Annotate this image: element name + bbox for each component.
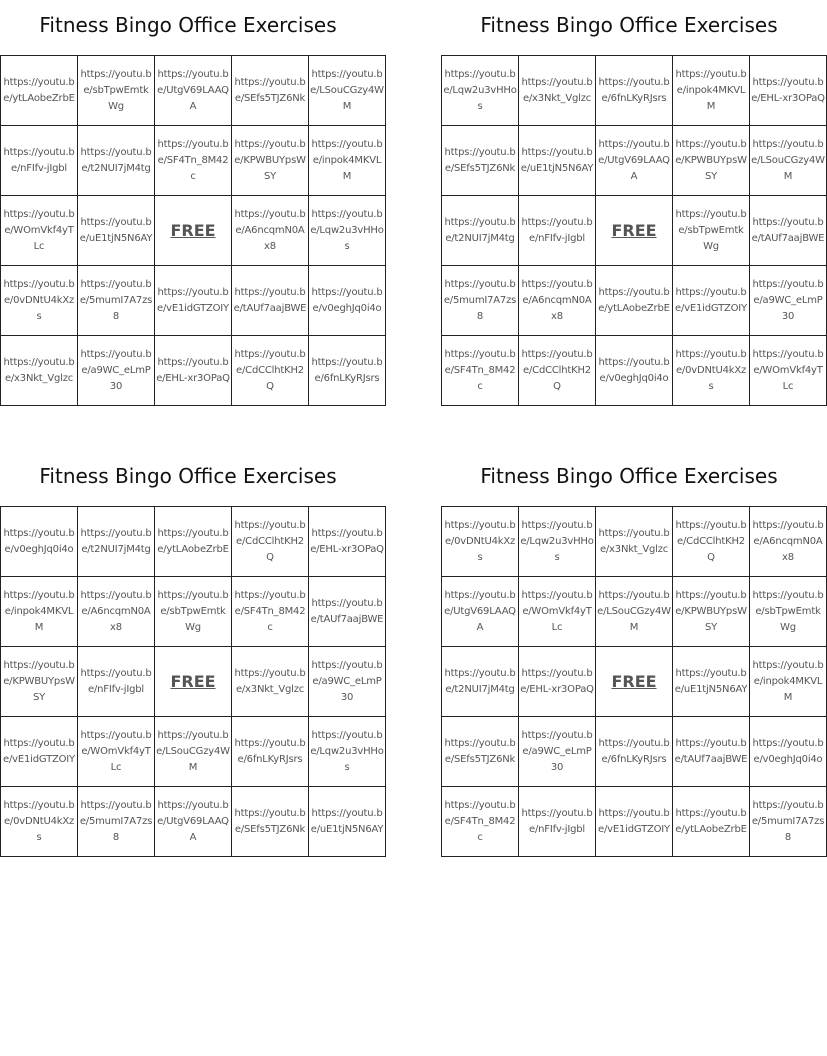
bingo-cell-link[interactable]: https://youtu.be/6fnLKyRJsrs xyxy=(309,336,386,406)
bingo-row xyxy=(1,577,386,647)
bingo-cell-link[interactable]: https://youtu.be/UtgV69LAAQA xyxy=(155,787,232,857)
bingo-row xyxy=(442,126,827,196)
bingo-cell-link[interactable]: https://youtu.be/KPWBUYpsWSY xyxy=(1,647,78,717)
bingo-cell-link[interactable]: https://youtu.be/Lqw2u3vHHos xyxy=(309,717,386,787)
bingo-card-2 xyxy=(441,13,825,406)
bingo-cell-link[interactable]: https://youtu.be/sbTpwEmtkWg xyxy=(78,56,155,126)
card-title: Fitness Bingo Office Exercises xyxy=(39,13,337,37)
bingo-cell-link[interactable]: https://youtu.be/6fnLKyRJsrs xyxy=(596,717,673,787)
bingo-cell-link[interactable]: https://youtu.be/uE1tjN5N6AY xyxy=(673,647,750,717)
bingo-cell-link[interactable]: https://youtu.be/x3Nkt_Vglzc xyxy=(519,56,596,126)
free-space: FREE xyxy=(155,196,232,266)
card-title: Fitness Bingo Office Exercises xyxy=(480,464,778,488)
bingo-cell-link[interactable]: https://youtu.be/tAUf7aajBWE xyxy=(750,196,827,266)
bingo-row xyxy=(442,336,827,406)
card-title: Fitness Bingo Office Exercises xyxy=(39,464,337,488)
bingo-cell-link[interactable]: https://youtu.be/A6ncqmN0Ax8 xyxy=(519,266,596,336)
bingo-grid xyxy=(0,506,386,857)
bingo-cell-link[interactable]: https://youtu.be/SF4Tn_8M42c xyxy=(442,787,519,857)
bingo-cell-link[interactable]: https://youtu.be/v0eghJq0i4o xyxy=(309,266,386,336)
bingo-cell-link[interactable]: https://youtu.be/A6ncqmN0Ax8 xyxy=(78,577,155,647)
bingo-card-3 xyxy=(0,464,384,857)
bingo-cell-link[interactable]: https://youtu.be/6fnLKyRJsrs xyxy=(232,717,309,787)
bingo-cell-link[interactable]: https://youtu.be/EHL-xr3OPaQ xyxy=(750,56,827,126)
bingo-cell-link[interactable]: https://youtu.be/A6ncqmN0Ax8 xyxy=(232,196,309,266)
bingo-cell-link[interactable]: https://youtu.be/SF4Tn_8M42c xyxy=(442,336,519,406)
bingo-cell-link[interactable]: https://youtu.be/inpok4MKVLM xyxy=(673,56,750,126)
bingo-cell-link[interactable]: https://youtu.be/EHL-xr3OPaQ xyxy=(155,336,232,406)
bingo-cell-link[interactable]: https://youtu.be/Lqw2u3vHHos xyxy=(442,56,519,126)
bingo-cell-link[interactable]: https://youtu.be/0vDNtU4kXzs xyxy=(1,266,78,336)
bingo-cell-link[interactable]: https://youtu.be/Lqw2u3vHHos xyxy=(309,196,386,266)
bingo-cell-link[interactable]: https://youtu.be/CdCClhtKH2Q xyxy=(519,336,596,406)
bingo-cell-link[interactable]: https://youtu.be/UtgV69LAAQA xyxy=(155,56,232,126)
bingo-cell-link[interactable]: https://youtu.be/EHL-xr3OPaQ xyxy=(519,647,596,717)
bingo-row xyxy=(442,577,827,647)
bingo-cell-link[interactable]: https://youtu.be/6fnLKyRJsrs xyxy=(596,56,673,126)
bingo-cell-link[interactable]: https://youtu.be/inpok4MKVLM xyxy=(1,577,78,647)
bingo-row xyxy=(442,266,827,336)
bingo-cell-link[interactable]: https://youtu.be/vE1idGTZOIY xyxy=(155,266,232,336)
bingo-cell-link[interactable]: https://youtu.be/5mumI7A7zs8 xyxy=(78,787,155,857)
bingo-cell-link[interactable]: https://youtu.be/UtgV69LAAQA xyxy=(596,126,673,196)
bingo-row xyxy=(1,56,386,126)
bingo-cell-link[interactable]: https://youtu.be/SEfs5TJZ6Nk xyxy=(442,717,519,787)
bingo-cell-link[interactable]: https://youtu.be/nFIfv-jIgbl xyxy=(519,196,596,266)
bingo-cell-link[interactable]: https://youtu.be/0vDNtU4kXzs xyxy=(1,787,78,857)
bingo-grid xyxy=(441,55,827,406)
bingo-cell-link[interactable]: https://youtu.be/vE1idGTZOIY xyxy=(1,717,78,787)
bingo-cell-link[interactable]: https://youtu.be/tAUf7aajBWE xyxy=(673,717,750,787)
bingo-card-1 xyxy=(0,13,384,406)
bingo-cell-link[interactable]: https://youtu.be/t2NUI7jM4tg xyxy=(442,647,519,717)
bingo-row xyxy=(442,787,827,857)
bingo-cell-link[interactable]: https://youtu.be/A6ncqmN0Ax8 xyxy=(750,507,827,577)
bingo-grid xyxy=(0,55,386,406)
bingo-cell-link[interactable]: https://youtu.be/sbTpwEmtkWg xyxy=(750,577,827,647)
bingo-cell-link[interactable]: https://youtu.be/t2NUI7jM4tg xyxy=(78,126,155,196)
bingo-cell-link[interactable]: https://youtu.be/v0eghJq0i4o xyxy=(596,336,673,406)
bingo-row xyxy=(442,196,827,266)
bingo-cell-link[interactable]: https://youtu.be/CdCClhtKH2Q xyxy=(232,507,309,577)
bingo-cell-link[interactable]: https://youtu.be/5mumI7A7zs8 xyxy=(750,787,827,857)
bingo-cell-link[interactable]: https://youtu.be/WOmVkf4yTLc xyxy=(78,717,155,787)
bingo-cell-link[interactable]: https://youtu.be/ytLAobeZrbE xyxy=(1,56,78,126)
bingo-row xyxy=(1,717,386,787)
bingo-row xyxy=(442,717,827,787)
bingo-cell-link[interactable]: https://youtu.be/LSouCGzy4WM xyxy=(309,56,386,126)
bingo-row xyxy=(1,126,386,196)
bingo-cell-link[interactable]: https://youtu.be/tAUf7aajBWE xyxy=(309,577,386,647)
bingo-cell-link[interactable]: https://youtu.be/x3Nkt_Vglzc xyxy=(1,336,78,406)
bingo-cell-link[interactable]: https://youtu.be/WOmVkf4yTLc xyxy=(519,577,596,647)
bingo-cell-link[interactable]: https://youtu.be/ytLAobeZrbE xyxy=(673,787,750,857)
bingo-cell-link[interactable]: https://youtu.be/KPWBUYpsWSY xyxy=(673,577,750,647)
bingo-cell-link[interactable]: https://youtu.be/x3Nkt_Vglzc xyxy=(232,647,309,717)
bingo-cell-link[interactable]: https://youtu.be/WOmVkf4yTLc xyxy=(1,196,78,266)
bingo-cell-link[interactable]: https://youtu.be/WOmVkf4yTLc xyxy=(750,336,827,406)
bingo-cell-link[interactable]: https://youtu.be/uE1tjN5N6AY xyxy=(309,787,386,857)
bingo-cell-link[interactable]: https://youtu.be/KPWBUYpsWSY xyxy=(673,126,750,196)
free-space: FREE xyxy=(596,647,673,717)
bingo-row xyxy=(1,266,386,336)
bingo-cell-link[interactable]: https://youtu.be/a9WC_eLmP30 xyxy=(519,717,596,787)
bingo-cell-link[interactable]: https://youtu.be/uE1tjN5N6AY xyxy=(519,126,596,196)
bingo-row xyxy=(1,507,386,577)
bingo-cell-link[interactable]: https://youtu.be/ytLAobeZrbE xyxy=(596,266,673,336)
bingo-cell-link[interactable]: https://youtu.be/inpok4MKVLM xyxy=(309,126,386,196)
bingo-cell-link[interactable]: https://youtu.be/CdCClhtKH2Q xyxy=(232,336,309,406)
bingo-cell-link[interactable]: https://youtu.be/a9WC_eLmP30 xyxy=(78,336,155,406)
bingo-cell-link[interactable]: https://youtu.be/nFIfv-jIgbl xyxy=(1,126,78,196)
bingo-cell-link[interactable]: https://youtu.be/nFIfv-jIgbl xyxy=(78,647,155,717)
bingo-cell-link[interactable]: https://youtu.be/SEfs5TJZ6Nk xyxy=(442,126,519,196)
bingo-cell-link[interactable]: https://youtu.be/sbTpwEmtkWg xyxy=(155,577,232,647)
bingo-cell-link[interactable]: https://youtu.be/inpok4MKVLM xyxy=(750,647,827,717)
free-space: FREE xyxy=(155,647,232,717)
bingo-row xyxy=(1,787,386,857)
bingo-cell-link[interactable]: https://youtu.be/uE1tjN5N6AY xyxy=(78,196,155,266)
bingo-cell-link[interactable]: https://youtu.be/v0eghJq0i4o xyxy=(750,717,827,787)
bingo-cell-link[interactable]: https://youtu.be/SF4Tn_8M42c xyxy=(232,577,309,647)
bingo-cell-link[interactable]: https://youtu.be/t2NUI7jM4tg xyxy=(442,196,519,266)
bingo-cell-link[interactable]: https://youtu.be/ytLAobeZrbE xyxy=(155,507,232,577)
bingo-grid xyxy=(441,506,827,857)
bingo-row xyxy=(442,647,827,717)
bingo-row xyxy=(1,196,386,266)
bingo-row xyxy=(442,56,827,126)
bingo-cell-link[interactable]: https://youtu.be/LSouCGzy4WM xyxy=(750,126,827,196)
bingo-cell-link[interactable]: https://youtu.be/KPWBUYpsWSY xyxy=(232,126,309,196)
bingo-row xyxy=(1,336,386,406)
bingo-cell-link[interactable]: https://youtu.be/EHL-xr3OPaQ xyxy=(309,507,386,577)
bingo-cell-link[interactable]: https://youtu.be/tAUf7aajBWE xyxy=(232,266,309,336)
bingo-cell-link[interactable]: https://youtu.be/5mumI7A7zs8 xyxy=(78,266,155,336)
bingo-row xyxy=(442,507,827,577)
bingo-card-4 xyxy=(441,464,825,857)
bingo-cell-link[interactable]: https://youtu.be/0vDNtU4kXzs xyxy=(673,336,750,406)
bingo-cell-link[interactable]: https://youtu.be/t2NUI7jM4tg xyxy=(78,507,155,577)
bingo-cell-link[interactable]: https://youtu.be/LSouCGzy4WM xyxy=(155,717,232,787)
bingo-cell-link[interactable]: https://youtu.be/x3Nkt_Vglzc xyxy=(596,507,673,577)
bingo-cell-link[interactable]: https://youtu.be/5mumI7A7zs8 xyxy=(442,266,519,336)
bingo-cell-link[interactable]: https://youtu.be/LSouCGzy4WM xyxy=(596,577,673,647)
bingo-cell-link[interactable]: https://youtu.be/vE1idGTZOIY xyxy=(673,266,750,336)
bingo-cell-link[interactable]: https://youtu.be/UtgV69LAAQA xyxy=(442,577,519,647)
bingo-cell-link[interactable]: https://youtu.be/Lqw2u3vHHos xyxy=(519,507,596,577)
bingo-cell-link[interactable]: https://youtu.be/nFIfv-jIgbl xyxy=(519,787,596,857)
bingo-cell-link[interactable]: https://youtu.be/SEfs5TJZ6Nk xyxy=(232,787,309,857)
card-title: Fitness Bingo Office Exercises xyxy=(480,13,778,37)
bingo-cell-link[interactable]: https://youtu.be/0vDNtU4kXzs xyxy=(442,507,519,577)
bingo-cell-link[interactable]: https://youtu.be/v0eghJq0i4o xyxy=(1,507,78,577)
bingo-cell-link[interactable]: https://youtu.be/vE1idGTZOIY xyxy=(596,787,673,857)
bingo-cell-link[interactable]: https://youtu.be/sbTpwEmtkWg xyxy=(673,196,750,266)
bingo-cell-link[interactable]: https://youtu.be/CdCClhtKH2Q xyxy=(673,507,750,577)
bingo-cell-link[interactable]: https://youtu.be/SF4Tn_8M42c xyxy=(155,126,232,196)
bingo-cell-link[interactable]: https://youtu.be/a9WC_eLmP30 xyxy=(309,647,386,717)
bingo-cell-link[interactable]: https://youtu.be/a9WC_eLmP30 xyxy=(750,266,827,336)
bingo-row xyxy=(1,647,386,717)
free-space: FREE xyxy=(596,196,673,266)
bingo-cell-link[interactable]: https://youtu.be/SEfs5TJZ6Nk xyxy=(232,56,309,126)
